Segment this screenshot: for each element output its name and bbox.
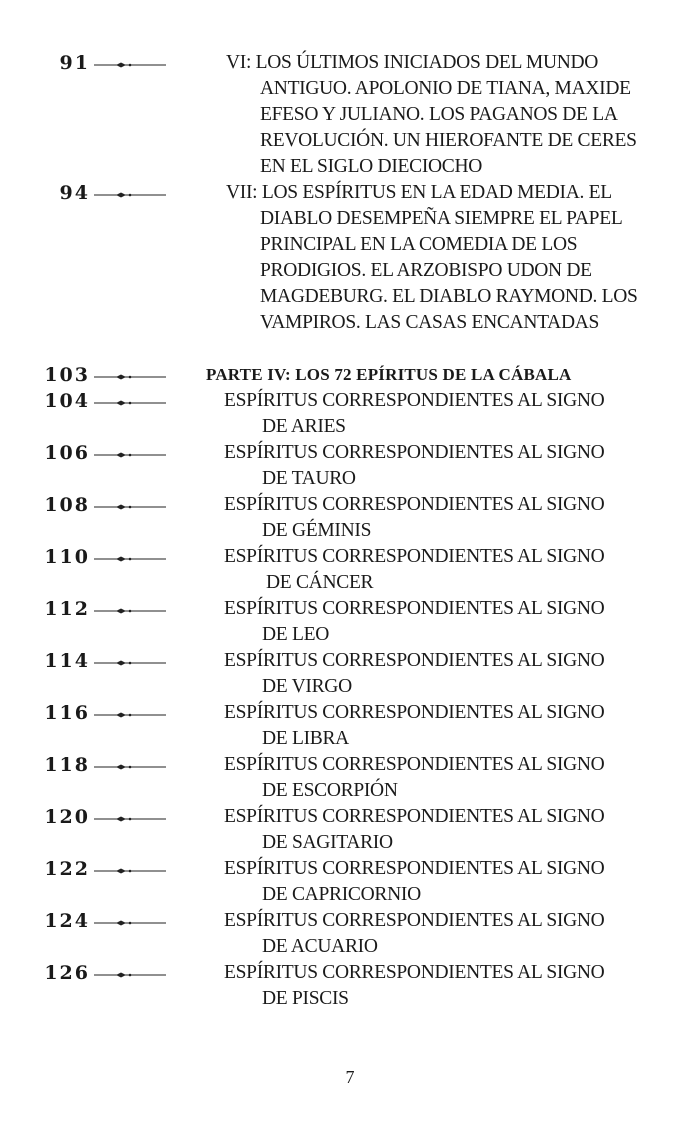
dot-leader-ornament-icon <box>94 865 166 877</box>
toc-entry-title <box>224 908 604 960</box>
toc-entry-title <box>224 596 604 648</box>
toc-title-line: VI: LOS ÚLTIMOS INICIADOS DEL MUNDO <box>226 52 599 73</box>
toc-title-line: PRODIGIOS. EL ARZOBISPO UDON DE <box>260 260 592 281</box>
dot-leader-ornament-icon <box>94 553 166 565</box>
toc-entry-title <box>224 440 604 492</box>
toc-title-line: DE SAGITARIO <box>262 832 393 853</box>
toc-entry-title <box>224 752 604 804</box>
toc-entry-title <box>226 180 638 336</box>
part-title <box>206 362 572 388</box>
toc-title-line: DE CAPRICORNIO <box>262 884 421 905</box>
toc-page-number: 122 <box>44 858 90 880</box>
dot-leader-ornament-icon <box>94 709 166 721</box>
toc-entry-title <box>224 388 604 440</box>
toc-page-number: 106 <box>44 442 90 464</box>
toc-title-line: VAMPIROS. LAS CASAS ENCANTADAS <box>260 312 600 333</box>
toc-title-line: ESPÍRITUS CORRESPONDIENTES AL SIGNO <box>224 442 605 463</box>
toc-title-line: DE VIRGO <box>262 676 352 697</box>
toc-title-line: ANTIGUO. APOLONIO DE TIANA, MAXIDE <box>260 78 631 99</box>
toc-page-number: 126 <box>44 962 90 984</box>
toc-title-line: ESPÍRITUS CORRESPONDIENTES AL SIGNO <box>224 858 605 879</box>
toc-title-line: ESPÍRITUS CORRESPONDIENTES AL SIGNO <box>224 754 605 775</box>
toc-title-line: DE PISCIS <box>262 988 349 1009</box>
page-folio-number: 7 <box>345 1067 355 1087</box>
toc-page-number: 103 <box>44 364 90 386</box>
toc-title-line: PARTE IV: LOS 72 EPÍRITUS DE LA CÁBALA <box>206 365 572 384</box>
toc-title-line: MAGDEBURG. EL DIABLO RAYMOND. LOS <box>260 286 638 307</box>
toc-title-line: VII: LOS ESPÍRITUS EN LA EDAD MEDIA. EL <box>226 182 612 203</box>
toc-page-number: 104 <box>44 390 90 412</box>
dot-leader-ornament-icon <box>94 813 166 825</box>
toc-page-number: 110 <box>44 546 90 568</box>
toc-page-number: 120 <box>44 806 90 828</box>
toc-page-number: 124 <box>44 910 90 932</box>
toc-title-line: DE TAURO <box>262 468 356 489</box>
toc-title-line: ESPÍRITUS CORRESPONDIENTES AL SIGNO <box>224 390 605 411</box>
toc-entry-title <box>224 544 604 596</box>
toc-entry-title <box>224 648 604 700</box>
toc-title-line: DE GÉMINIS <box>262 520 372 541</box>
toc-entry-title <box>224 492 604 544</box>
toc-page-number: 112 <box>44 598 90 620</box>
toc-entry-title <box>224 804 604 856</box>
dot-leader-ornament-icon <box>94 657 166 669</box>
dot-leader-ornament-icon <box>94 917 166 929</box>
toc-entry-title <box>224 856 604 908</box>
dot-leader-ornament-icon <box>94 605 166 617</box>
toc-title-line: ESPÍRITUS CORRESPONDIENTES AL SIGNO <box>224 910 605 931</box>
toc-page-number: 94 <box>59 182 90 204</box>
dot-leader-ornament-icon <box>94 397 166 409</box>
toc-title-line: DE ESCORPIÓN <box>262 780 398 801</box>
toc-title-line: ESPÍRITUS CORRESPONDIENTES AL SIGNO <box>224 494 605 515</box>
toc-title-line: DE ARIES <box>262 416 346 437</box>
toc-title-line: ESPÍRITUS CORRESPONDIENTES AL SIGNO <box>224 702 605 723</box>
toc-page-number: 114 <box>44 650 90 672</box>
toc-title-line: DE ACUARIO <box>262 936 378 957</box>
toc-entry-title <box>224 960 604 1012</box>
toc-title-line: ESPÍRITUS CORRESPONDIENTES AL SIGNO <box>224 598 605 619</box>
dot-leader-ornament-icon <box>94 59 166 71</box>
toc-title-line: EN EL SIGLO DIECIOCHO <box>260 156 483 177</box>
toc-title-line: ESPÍRITUS CORRESPONDIENTES AL SIGNO <box>224 962 605 983</box>
toc-title-line: ESPÍRITUS CORRESPONDIENTES AL SIGNO <box>224 806 605 827</box>
toc-page-number: 91 <box>59 52 90 74</box>
toc-page-number: 118 <box>44 754 90 776</box>
toc-entry-title <box>224 700 604 752</box>
toc-title-line: DE LIBRA <box>262 728 349 749</box>
dot-leader-ornament-icon <box>94 449 166 461</box>
toc-title-line: DE CÁNCER <box>266 572 374 593</box>
dot-leader-ornament-icon <box>94 969 166 981</box>
dot-leader-ornament-icon <box>94 189 166 201</box>
toc-title-line: EFESO Y JULIANO. LOS PAGANOS DE LA <box>260 104 618 125</box>
toc-title-line: DIABLO DESEMPEÑA SIEMPRE EL PAPEL <box>260 208 623 229</box>
toc-title-line: ESPÍRITUS CORRESPONDIENTES AL SIGNO <box>224 546 605 567</box>
toc-title-line: REVOLUCIÓN. UN HIEROFANTE DE CERES <box>260 130 637 151</box>
dot-leader-ornament-icon <box>94 501 166 513</box>
dot-leader-ornament-icon <box>94 371 166 383</box>
dot-leader-ornament-icon <box>94 761 166 773</box>
toc-page-number: 116 <box>44 702 90 724</box>
toc-title-line: ESPÍRITUS CORRESPONDIENTES AL SIGNO <box>224 650 605 671</box>
toc-title-line: DE LEO <box>262 624 329 645</box>
toc-title-line: PRINCIPAL EN LA COMEDIA DE LOS <box>260 234 578 255</box>
toc-page-number: 108 <box>44 494 90 516</box>
toc-entry-title <box>226 50 637 180</box>
